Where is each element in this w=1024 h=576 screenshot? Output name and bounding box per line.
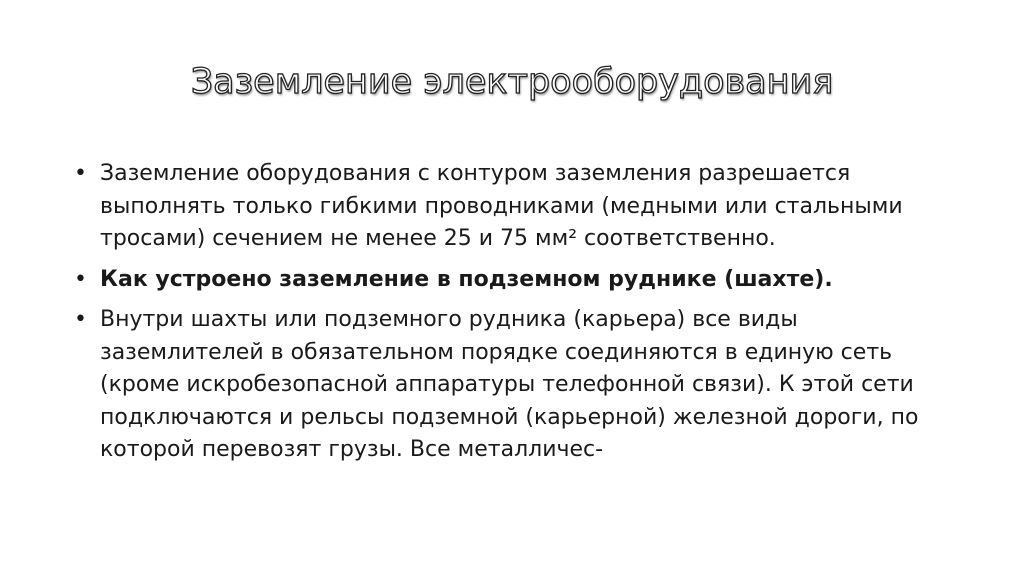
bullet-text: Внутри шахты или подземного рудника (карьера) все виды заземлителей в обязательном порядке соединяются в единую сеть (кроме искробезопасной аппаратуры телефонной связи). К этой сети подключаются и рельсы подземной (карьерной) железной дороги, по которой перевозят грузы. Все металличес- bbox=[100, 307, 919, 462]
bullet-item-3 bbox=[74, 304, 954, 467]
bullet-marker: • bbox=[74, 161, 87, 186]
bullet-marker: • bbox=[74, 266, 87, 292]
bullet-marker: • bbox=[74, 307, 87, 332]
slide-title: Заземление электрооборудования bbox=[190, 62, 834, 102]
bullet-list bbox=[74, 158, 954, 475]
bullet-text: Как устроено заземление в подземном руднике (шахте). bbox=[100, 266, 833, 292]
bullet-item-1 bbox=[74, 158, 954, 256]
bullet-text: Заземление оборудования с контуром заземления разрешается выполнять только гибкими проводниками (медными или стальными тросами) сечением не менее 25 и 75 мм² соответственно. bbox=[100, 161, 903, 251]
bullet-item-2 bbox=[74, 264, 954, 297]
